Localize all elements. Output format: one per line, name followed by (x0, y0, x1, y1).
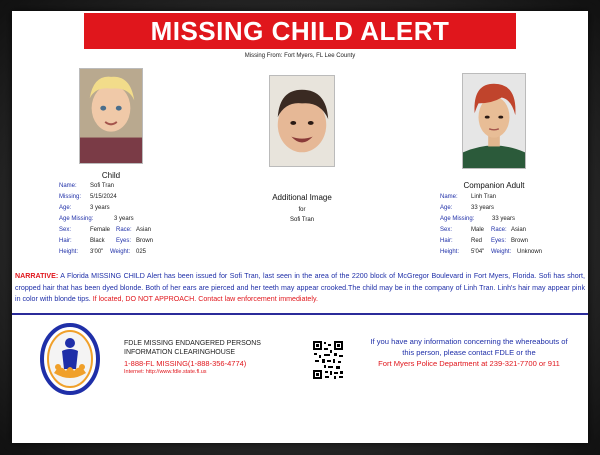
field-value: 3'00" (90, 249, 104, 255)
adult-photo (462, 73, 526, 169)
field-value: Unknown (517, 249, 543, 255)
child-photo (79, 68, 143, 164)
field-label: Weight: (110, 249, 131, 255)
fdle-seal-logo (40, 323, 100, 395)
qr-code (312, 340, 344, 380)
adult-age-row (440, 203, 542, 214)
field-value: 5'04" (471, 249, 485, 255)
fdle-line1: FDLE MISSING ENDANGERED PERSONS (124, 340, 261, 347)
field-value: 025 (136, 249, 147, 255)
contact-line2: this person, please contact FDLE or the (402, 348, 536, 357)
field-label: Age: (440, 205, 453, 211)
child-missing-row (59, 192, 153, 203)
adult-sex-race-row (440, 225, 542, 236)
field-value: Male (471, 227, 485, 233)
field-label: Height: (440, 249, 460, 255)
fdle-clearinghouse-block (124, 339, 261, 377)
child-age-row (59, 203, 153, 214)
adult-name-row (440, 192, 542, 203)
alert-flyer (12, 11, 588, 443)
field-value: Asian (511, 227, 527, 233)
field-label: Sex: (59, 227, 72, 233)
fdle-line2: INFORMATION CLEARINGHOUSE (124, 349, 236, 356)
additional-name: Sofi Tran (289, 217, 314, 223)
field-label: Height: (59, 249, 79, 255)
narrative-warning: If located, DO NOT APPROACH. Contact law enforcement immediately. (92, 295, 318, 304)
adult-hair-eyes-row (440, 236, 542, 247)
field-label: Race: (491, 227, 507, 233)
contact-line1: If you have any information concerning the whereabouts of (370, 337, 568, 346)
adult-heading: Companion Adult (463, 181, 525, 190)
field-label: Name: (440, 194, 458, 200)
adult-height-weight-row (440, 247, 542, 258)
narrative-heading: NARRATIVE: (15, 272, 59, 280)
adult-info (440, 192, 542, 258)
narrative-body: A Florida MISSING CHILD Alert has been issued for Sofi Tran, last seen in the area of the 2200 block of McGregor Boulevard in Fort Myers, Florida. Sofi has short, cropped hair that has been dyed blonde. Both of her ears are pierced and her teeth may appear crooked.The child may be in the company of Linh Tran. Linh's hair may appear pink in color with blonde tips. (15, 272, 585, 304)
additional-photo (269, 75, 335, 167)
field-label: Weight: (491, 249, 512, 255)
field-value: Brown (511, 238, 529, 244)
field-label: Name: (59, 183, 77, 189)
field-value: Brown (136, 238, 154, 244)
field-label: Race: (116, 227, 132, 233)
field-value: Asian (136, 227, 152, 233)
field-value: Linh Tran (471, 194, 497, 200)
child-name-row (59, 181, 153, 192)
field-label: Hair: (440, 238, 453, 244)
field-value: Sofi Tran (90, 183, 115, 189)
alert-banner (84, 13, 516, 49)
hotline-phone: 1-888-FL MISSING(1-888-356-4774) (124, 359, 247, 368)
child-heading: Child (101, 171, 121, 180)
field-value: 3 years (114, 216, 134, 222)
fdle-website-link[interactable]: Internet: http://www.fdle.state.fl.us (124, 369, 207, 375)
field-label: Eyes: (116, 238, 132, 244)
field-label: Sex: (440, 227, 453, 233)
divider-rule (12, 313, 588, 315)
contact-info-block (364, 336, 574, 369)
adult-age-missing-row (440, 214, 542, 225)
field-label: Age Missing: (440, 216, 475, 222)
narrative-text (15, 271, 585, 306)
field-value: Black (90, 238, 105, 244)
field-label: Eyes: (491, 238, 507, 244)
field-label: Missing: (59, 194, 82, 200)
child-age-missing-row (59, 214, 153, 225)
field-value: 33 years (492, 216, 516, 222)
alert-title: MISSING CHILD ALERT (150, 15, 450, 46)
field-label: Age Missing: (59, 216, 94, 222)
missing-from-line: Missing From: Fort Myers, FL Lee County (244, 53, 356, 59)
field-value: 33 years (471, 205, 495, 211)
additional-for: for (298, 207, 306, 213)
field-label: Age: (59, 205, 72, 211)
field-value: Red (471, 238, 483, 244)
child-sex-race-row (59, 225, 153, 236)
child-hair-eyes-row (59, 236, 153, 247)
field-label: Hair: (59, 238, 72, 244)
field-value: Female (90, 227, 111, 233)
additional-heading: Additional Image (272, 193, 332, 202)
child-info (59, 181, 153, 258)
field-value: 5/15/2024 (90, 194, 117, 200)
field-value: 3 years (90, 205, 110, 211)
contact-line3: Fort Myers Police Department at 239-321-7700 or 911 (378, 359, 560, 368)
child-height-weight-row (59, 247, 153, 258)
